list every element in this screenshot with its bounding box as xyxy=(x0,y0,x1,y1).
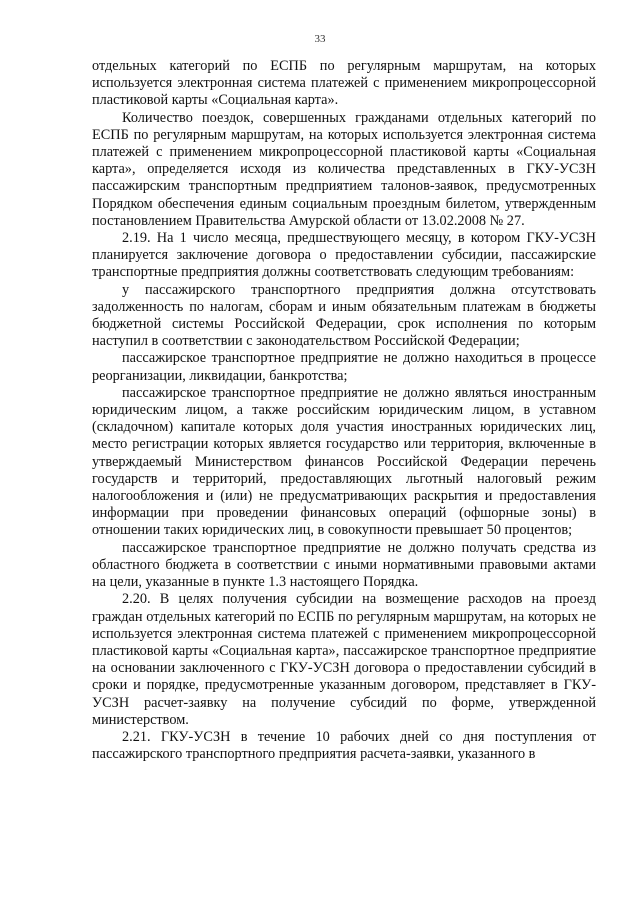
paragraph: 2.21. ГКУ-УСЗН в течение 10 рабочих дней со дня поступления от пассажирского транспортного предприятия расчета-заявки, указанного в xyxy=(92,728,596,763)
paragraph: пассажирское транспортное предприятие не должно являться иностранным юридическим лицом, а также российским юридическим лицом, в уставном (складочном) капитале которых доля участия иностранных юридических лиц, место регистрации которых является государство или территория, включенные в утверждаемый Министерством финансов Российской Федерации перечень государств и территорий, предоставляющих льготный налоговый режим налогообложения и (или) не предусматривающих раскрытия и предоставления информации при проведении финансовых операций (офшорные зоны) в отношении таких юридических лиц, в совокупности превышает 50 процентов; xyxy=(92,384,596,539)
paragraph: Количество поездок, совершенных гражданами отдельных категорий по ЕСПБ по регулярным маршрутам, на которых используется электронная система платежей с применением микропроцессорной пластиковой карты «Социальная карта», определяется исходя из количества представленных в ГКУ-УСЗН пассажирским транспортным предприятием талонов-заявок, предусмотренных Порядком обеспечения единым социальным проездным билетом, утвержденным постановлением Правительства Амурской области от 13.02.2008 № 27. xyxy=(92,109,596,229)
paragraph: 2.19. На 1 число месяца, предшествующего месяцу, в котором ГКУ-УСЗН планируется заключение договора о предоставлении субсидии, пассажирские транспортные предприятия должны соответствовать следующим требованиям: xyxy=(92,230,596,281)
paragraph: 2.20. В целях получения субсидии на возмещение расходов на проезд граждан отдельных категорий по ЕСПБ по регулярным маршрутам, на которых не используется электронная система платежей с применением микропроцессорной пластиковой карты «Социальная карта», пассажирское транспортное предприятие на основании заключенного с ГКУ-УСЗН договора о предоставлении субсидий в сроки и порядке, предусмотренные указанным договором, представляет в ГКУ-УСЗН расчет-заявку на получение субсидий по форме, утвержденной министерством. xyxy=(92,591,596,728)
page-number: 33 xyxy=(314,33,326,45)
paragraph: пассажирское транспортное предприятие не должно получать средства из областного бюджета в соответствии с иными нормативными правовыми актами на цели, указанные в пункте 1.3 настоящего Порядка. xyxy=(92,539,596,591)
paragraph: отдельных категорий по ЕСПБ по регулярным маршрутам, на которых используется электронная система платежей с применением микропроцессорной пластиковой карты «Социальная карта». xyxy=(92,58,596,109)
document-body xyxy=(92,58,596,763)
paragraph: у пассажирского транспортного предприятия должна отсутствовать задолженность по налогам, сборам и иным обязательным платежам в бюджеты бюджетной системы Российской Федерации, срок исполнения по которым наступил в соответствии с законодательством Российской Федерации; xyxy=(92,281,596,350)
paragraph: пассажирское транспортное предприятие не должно находиться в процессе реорганизации, ликвидации, банкротства; xyxy=(92,350,596,384)
